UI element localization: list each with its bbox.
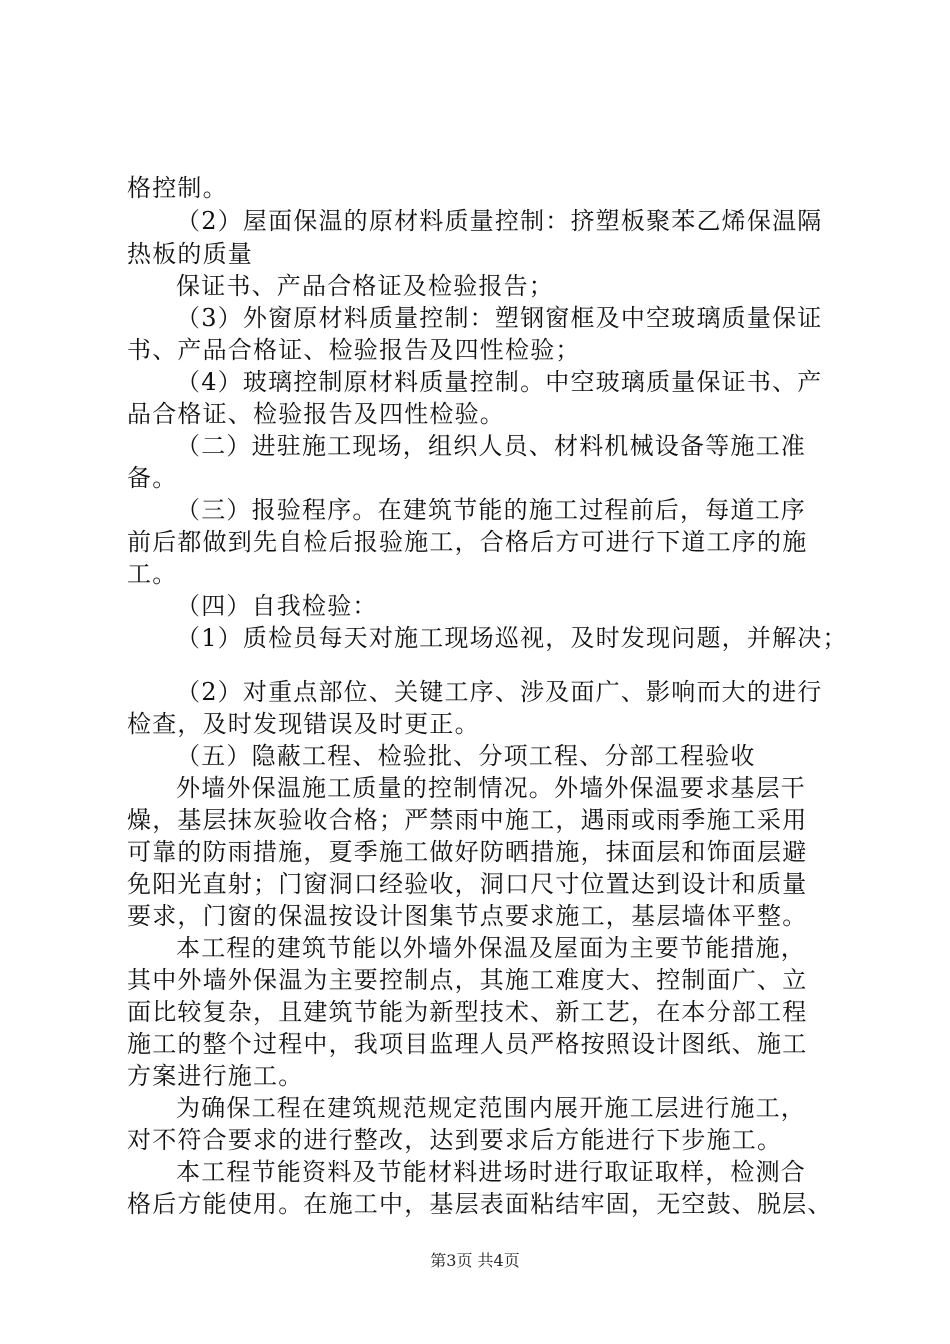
body-line: 方案进行施工。 xyxy=(127,1062,304,1090)
body-line: 要求，门窗的保温按设计图集节点要求施工，基层墙体平整。 xyxy=(127,902,808,930)
body-line: 本工程的建筑节能以外墙外保温及屋面为主要节能措施， xyxy=(176,934,806,962)
body-line: （三）报验程序。在建筑节能的施工过程前后，每道工序 xyxy=(176,496,806,524)
body-line: 工。 xyxy=(127,560,178,588)
body-line: 燥，基层抹灰验收合格；严禁雨中施工，遇雨或雨季施工采用 xyxy=(127,806,808,834)
body-line: 免阳光直射；门窗洞口经验收，洞口尺寸位置达到设计和质量 xyxy=(127,870,808,898)
body-line: 本工程节能资料及节能材料进场时进行取证取样，检测合 xyxy=(176,1158,806,1186)
body-line: 备。 xyxy=(127,464,178,492)
body-line: 格后方能使用。在施工中，基层表面粘结牢固，无空鼓、脱层、 xyxy=(127,1190,833,1218)
body-line: 对不符合要求的进行整改，达到要求后方能进行下步施工。 xyxy=(127,1126,783,1154)
body-line: 可靠的防雨措施，夏季施工做好防晒措施，抹面层和饰面层避 xyxy=(127,838,808,866)
body-line: 前后都做到先自检后报验施工，合格后方可进行下道工序的施 xyxy=(127,528,808,556)
body-line: （1）质检员每天对施工现场巡视，及时发现问题，并解决； xyxy=(176,624,848,652)
body-line: 面比较复杂，且建筑节能为新型技术、新工艺，在本分部工程 xyxy=(127,998,808,1026)
body-line: （五）隐蔽工程、检验批、分项工程、分部工程验收 xyxy=(176,742,756,770)
body-line: （4）玻璃控制原材料质量控制。中空玻璃质量保证书、产 xyxy=(176,368,823,396)
body-line: 格控制。 xyxy=(127,174,228,202)
body-line: 书、产品合格证、检验报告及四性检验； xyxy=(127,336,581,364)
body-line: （四）自我检验： xyxy=(176,592,378,620)
body-line: 其中外墙外保温为主要控制点，其施工难度大、控制面广、立 xyxy=(127,966,808,994)
body-line: 检查，及时发现错误及时更正。 xyxy=(127,710,480,738)
body-line: （2）屋面保温的原材料质量控制：挤塑板聚苯乙烯保温隔 xyxy=(176,207,823,235)
body-line: 外墙外保温施工质量的控制情况。外墙外保温要求基层干 xyxy=(176,774,806,802)
body-line: 保证书、产品合格证及检验报告； xyxy=(176,272,554,300)
page-number-footer: 第3页 共4页 xyxy=(430,1251,520,1270)
body-line: （二）进驻施工现场，组织人员、材料机械设备等施工准 xyxy=(176,432,806,460)
body-line: 热板的质量 xyxy=(127,240,253,268)
body-line: （2）对重点部位、关键工序、涉及面广、影响而大的进行 xyxy=(176,678,823,706)
body-line: 施工的整个过程中，我项目监理人员严格按照设计图纸、施工 xyxy=(127,1030,808,1058)
body-line: 品合格证、检验报告及四性检验。 xyxy=(127,400,505,428)
body-line: 为确保工程在建筑规范规定范围内展开施工层进行施工， xyxy=(176,1094,806,1122)
body-line: （3）外窗原材料质量控制：塑钢窗框及中空玻璃质量保证 xyxy=(176,304,823,332)
